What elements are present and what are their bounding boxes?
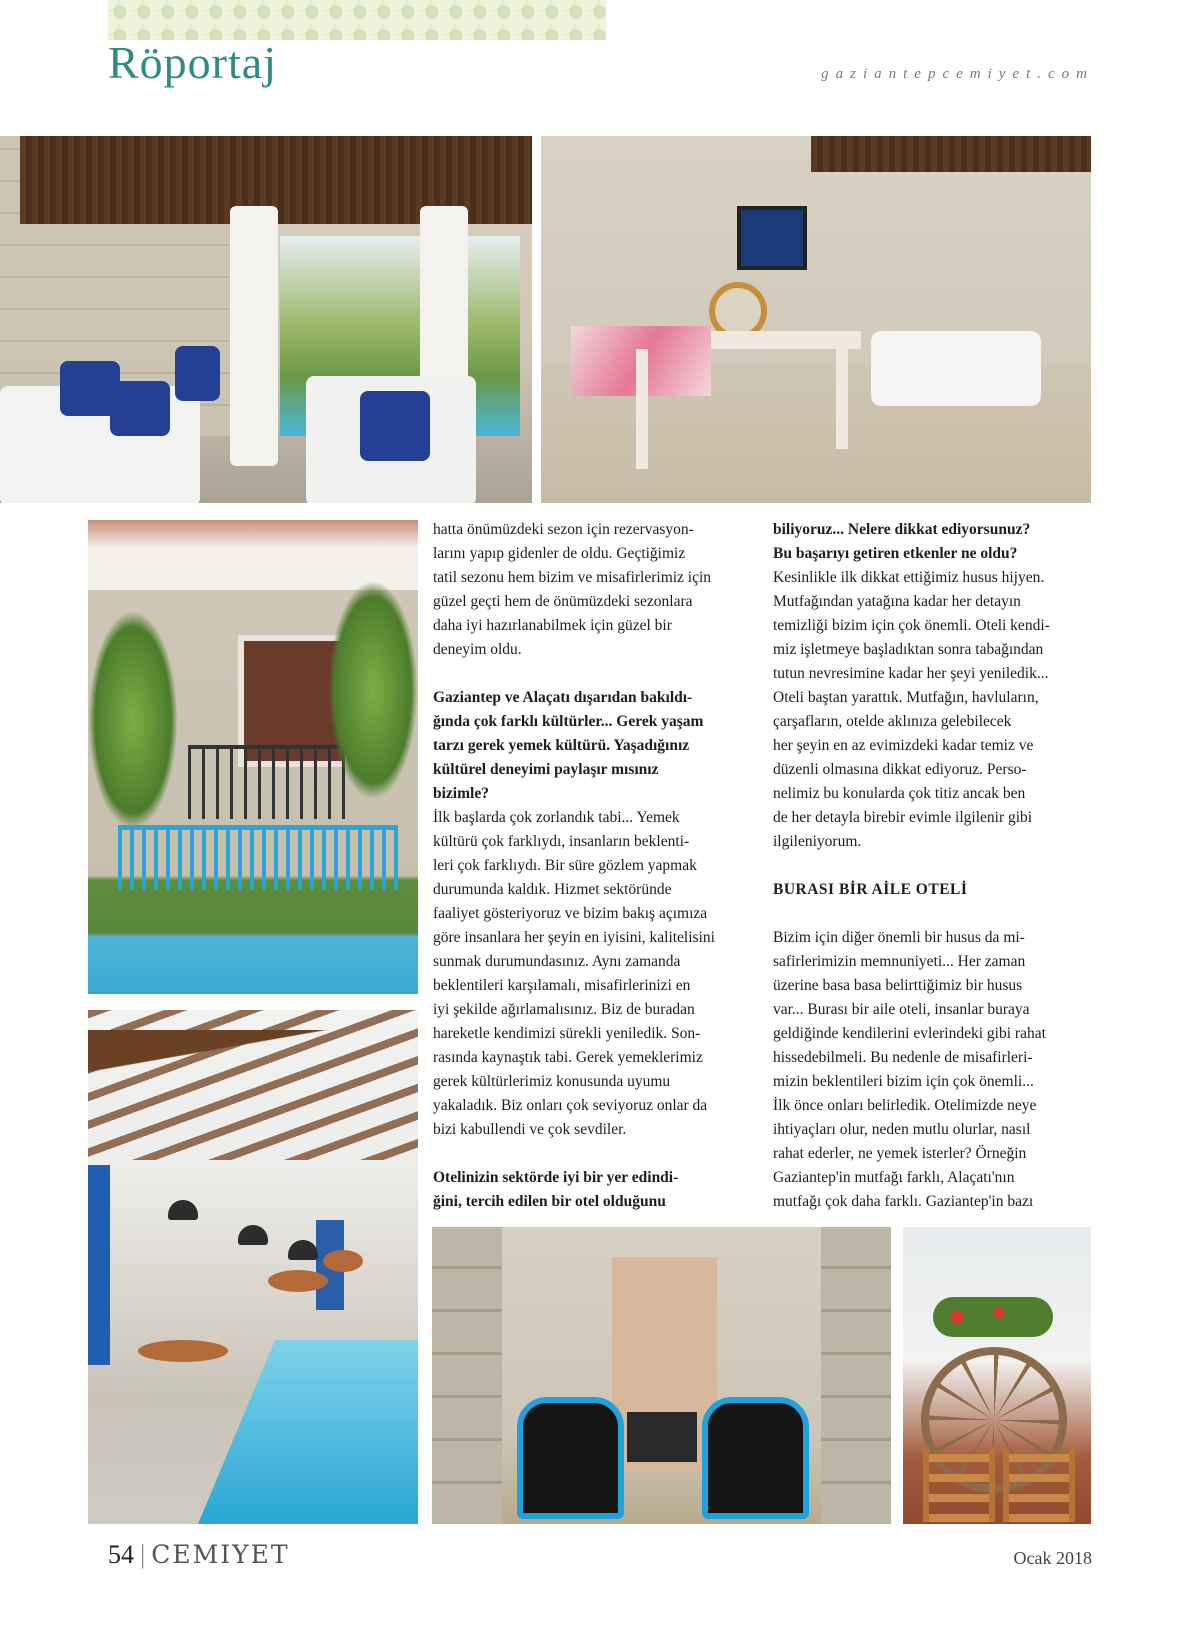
fireplace-chairs-photo — [432, 1227, 891, 1524]
article-column-middle — [433, 518, 748, 1214]
section-heading: BURASI BİR AİLE OTELİ — [773, 881, 968, 898]
wagon-wheel-photo — [903, 1227, 1091, 1524]
page-footer — [108, 1540, 290, 1570]
page-number: 54 — [108, 1540, 134, 1569]
article-paragraph: hatta önümüzdeki sezon için rezervasyon- larını yapıp gidenler de oldu. Geçtiğimiz tatil sezonu hem bizim ve misafirlerimiz için güzel geçti hem de önümüzdeki sezonlara daha iyi hazırlanabilmek için güzel bir deneyim oldu. — [433, 521, 712, 658]
issue-date: Ocak 2018 — [1013, 1548, 1092, 1568]
interview-question: Gaziantep ve Alaçatı dışarıdan bakıldı- ğında çok farklı kültürler... Gerek yaşam tarzı gerek yemek kültürü. Yaşadığınız kültürel deneyimi paylaşır mısınız bizimle? — [433, 689, 704, 802]
header-pattern-band — [108, 0, 606, 40]
article-paragraph: İlk başlarda çok zorlandık tabi... Yemek kültürü çok farklıydı, insanların beklenti- leri çok farklıydı. Bir süre gözlem yapmak durumunda kaldık. Hizmet sektöründe faaliyet gösteriyoruz ve bizim bakış açımıza göre insanlara her şeyin en iyisini, kalitelisini sunmak durumundasınız. Aynı zamanda beklentileri karşılamalı, misafirlerinizi en iyi şekilde ağırlamalısınız. Biz de buradan hareketle kendimizi sürekli yeniledik. Son- rasında kaynaştık tabi. Gerek yemeklerimiz gerek kültürlerimiz konusunda uyumu yakaladık. Biz onları çok seviyoruz onlar da bizi kabullendi ve çok sevdiler. — [433, 809, 715, 1138]
courtyard-balcony-photo — [88, 520, 418, 994]
interview-question: Otelinizin sektörde iyi bir yer edindi- ğini, tercih edilen bir otel olduğunu — [433, 1169, 679, 1210]
site-url: gaziantepcemiyet.com — [821, 66, 1094, 82]
footer-separator: | — [140, 1540, 146, 1569]
section-title: Röportaj — [108, 37, 277, 88]
interview-question: biliyoruz... Nelere dikkat ediyorsunuz? Bu başarıyı getiren etkenler ne oldu? — [773, 521, 1031, 562]
porch-lounge-photo — [0, 136, 532, 503]
article-paragraph: Bizim için diğer önemli bir husus da mi- safirlerimizin memnuniyeti... Her zaman üzerine basa basa belirttiğimiz bir husus var... Burası bir aile oteli, insanlar buraya geldiğinde kendilerini evlerindeki gibi rahat hissedebilmeli. Bu nedenle de misafirleri- mizin beklentileri bizim için çok önemli... İlk önce onları belirledik. Otelimizde neye ihtiyaçları olur, neden mutlu olurlar, nasıl rahat ederler, ne yemek isterler? Örneğin Gaziantep'in mutfağı farklı, Alaçatı'nın mutfağı çok daha farklı. Gaziantep'in bazı — [773, 929, 1046, 1210]
tv-screen — [737, 206, 807, 270]
article-column-right — [773, 518, 1091, 1214]
poolside-cafe-photo — [88, 1010, 418, 1524]
magazine-name: CEMIYET — [151, 1540, 290, 1569]
stone-lounge-photo — [541, 136, 1091, 503]
article-paragraph: Kesinlikle ilk dikkat ettiğimiz husus hijyen. Mutfağından yatağına kadar her detayın temizliği bizim için çok önemli. Oteli kendi- miz işletmeye başladıktan sonra tabağından tutun nevresimine kadar her şeyi yeniledik... Oteli baştan yarattık. Mutfağın, havluların, çarşafların, otelde aklınıza gelebilecek her şeyin en az evimizdeki kadar temiz ve düzenli olmasına dikkat ediyoruz. Perso- nelimiz bu konularda çok titiz ancak ben de her detayla birebir evimle ilgilenir gibi ilgileniyorum. — [773, 569, 1050, 850]
